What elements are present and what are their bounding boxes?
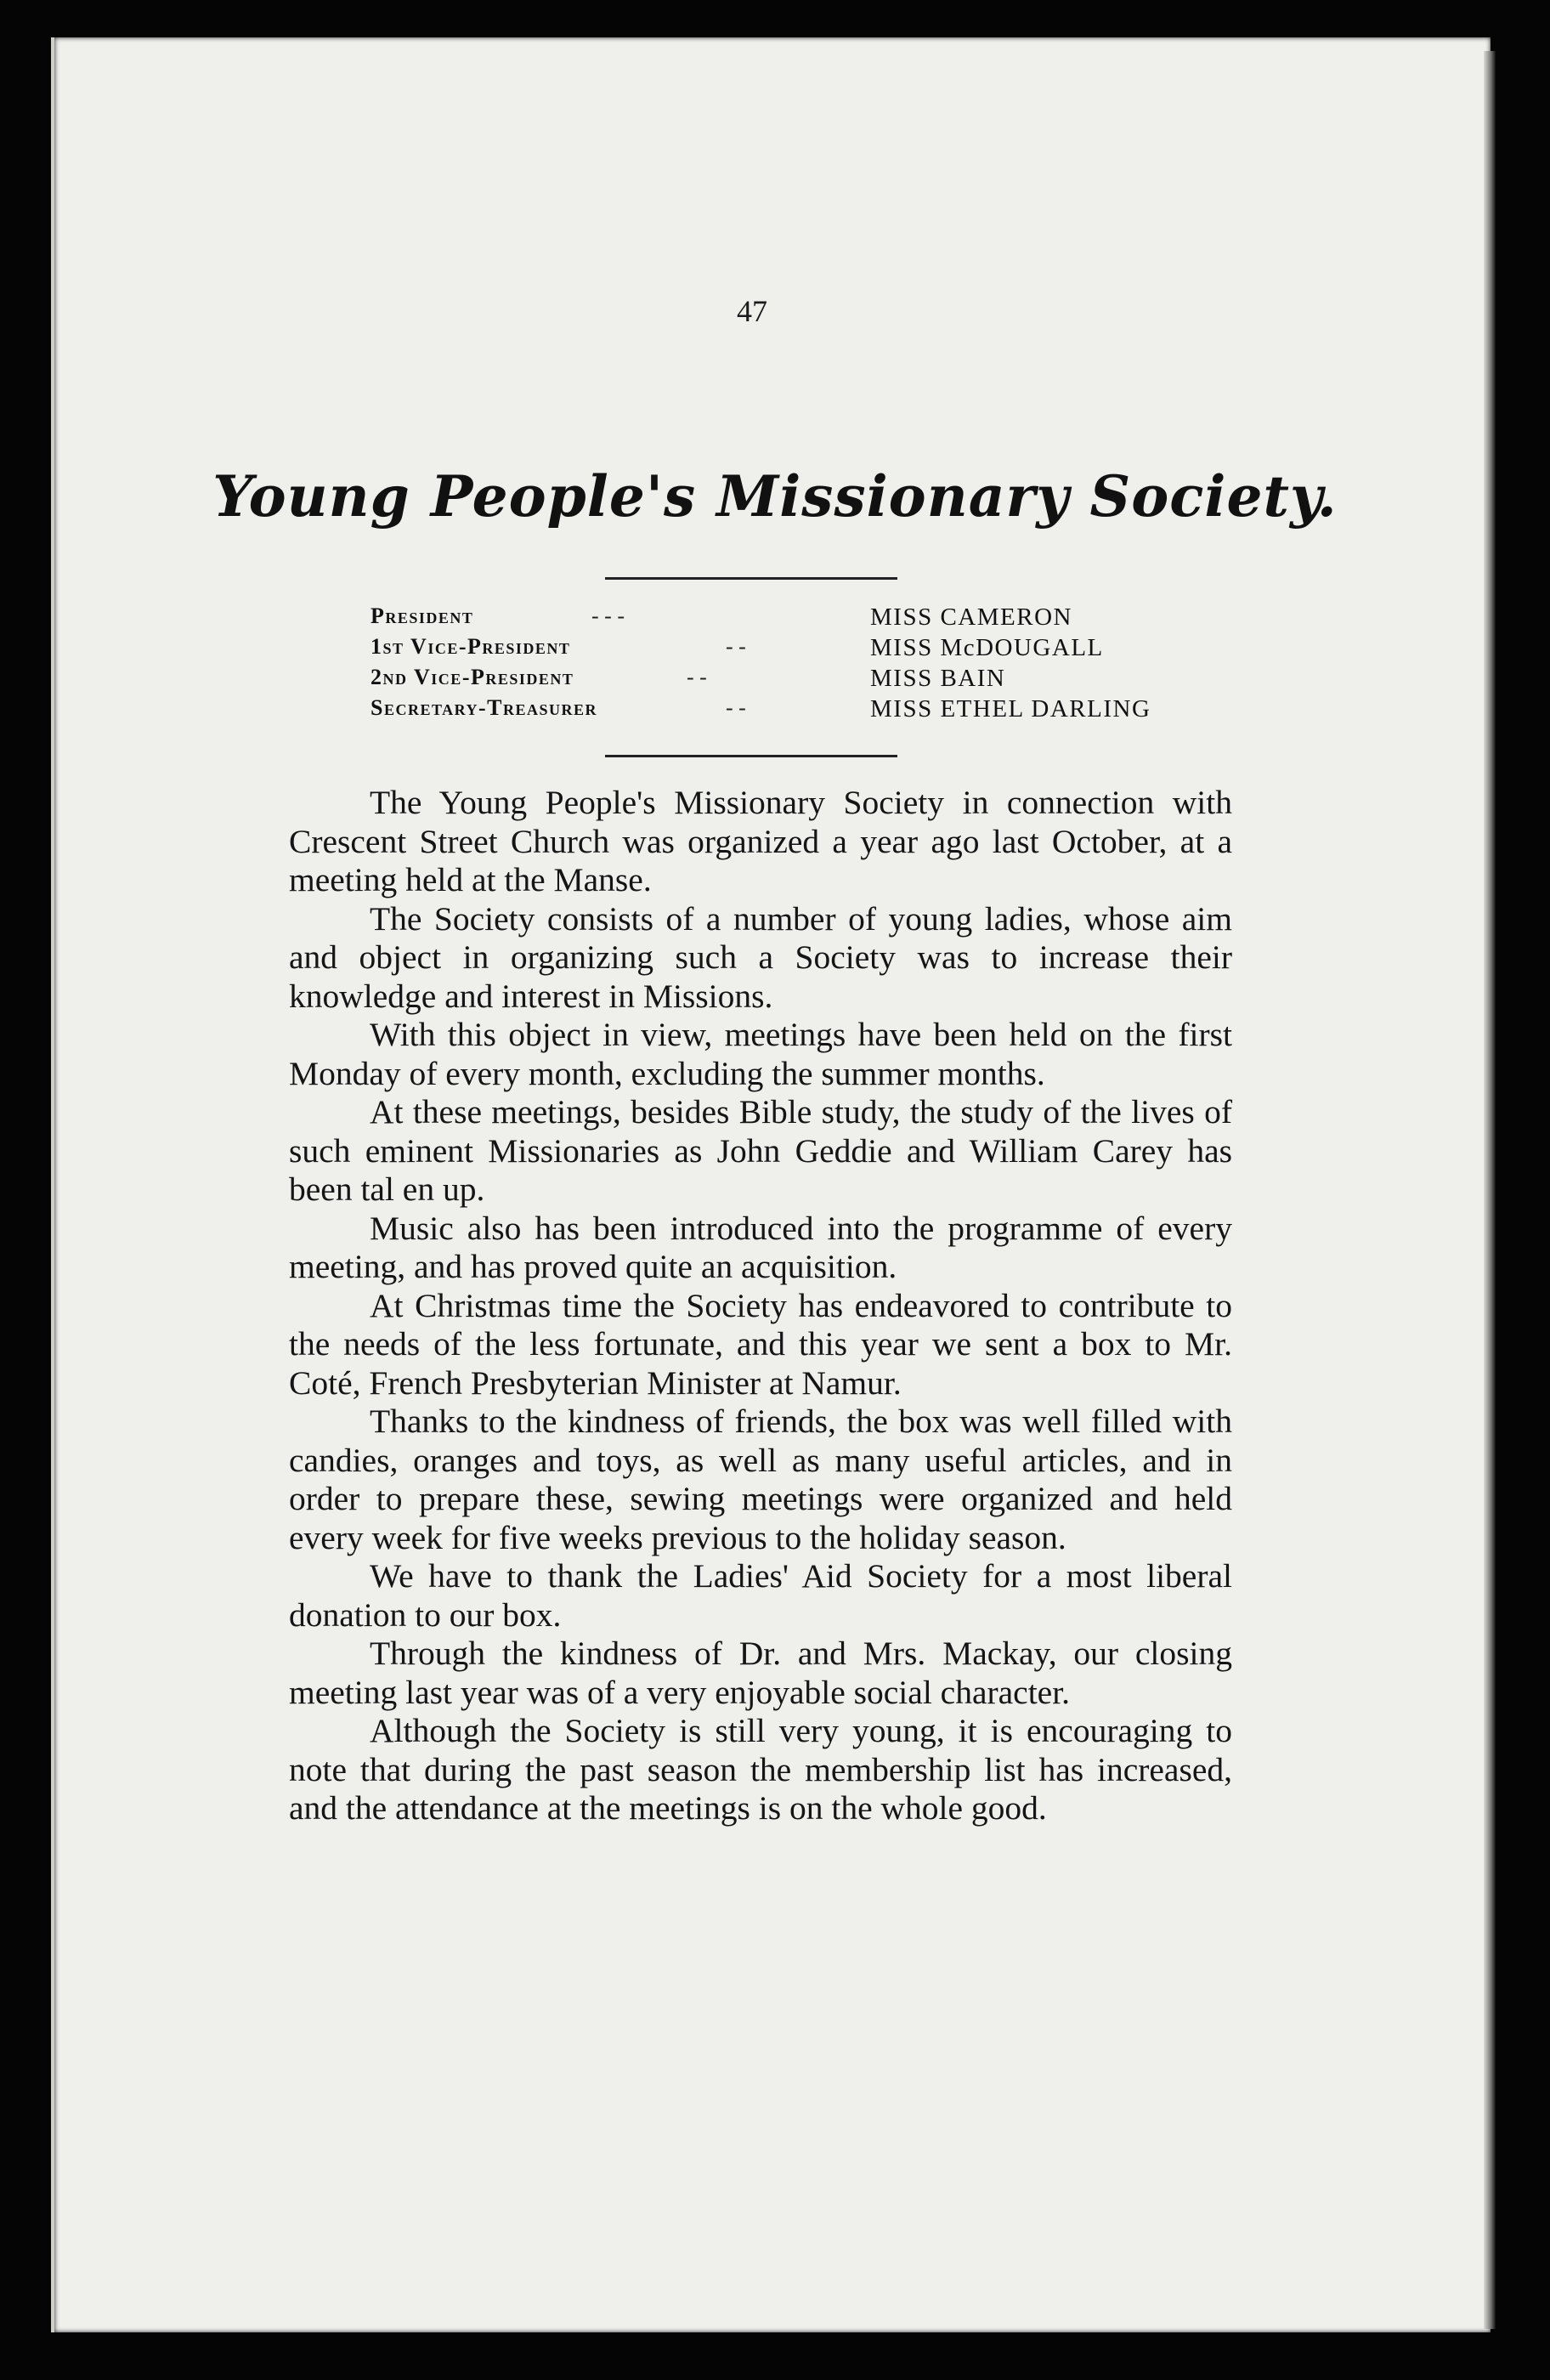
- officer-name: MISS CAMERON: [870, 604, 1072, 631]
- officer-row-first-vice-president: [371, 634, 1220, 665]
- officer-name: MISS McDOUGALL: [870, 634, 1104, 661]
- officer-dashes: - -: [726, 634, 746, 659]
- officer-row-second-vice-president: [371, 665, 1220, 695]
- officer-title: Secretary-Treasurer: [371, 695, 598, 720]
- officer-row-secretary-treasurer: [371, 695, 1220, 726]
- paragraph: Thanks to the kindness of friends, the box was well filled with candies, oranges and toys, as well as many useful articles, and in order to prepare these, sewing meetings were organized and held every week for five weeks previous to the holiday season.: [289, 1402, 1232, 1556]
- paragraph: We have to thank the Ladies' Aid Society for a most liberal donation to our box.: [289, 1557, 1232, 1634]
- officers-list: [371, 604, 1220, 726]
- paragraph: With this object in view, meetings have been held on the first Monday of every month, excluding the summer months.: [289, 1016, 1232, 1092]
- paragraph: The Society consists of a number of young ladies, whose aim and object in organizing such a Society was to increase their knowledge and interest in Missions.: [289, 899, 1232, 1015]
- divider-rule-bottom: [605, 755, 897, 757]
- paragraph: Through the kindness of Dr. and Mrs. Mackay, our closing meeting last year was of a very enjoyable social character.: [289, 1635, 1232, 1711]
- page-edge-shadow: [1484, 51, 1496, 2329]
- officer-dashes: - -: [726, 695, 746, 720]
- divider-rule-top: [605, 577, 897, 580]
- officer-title: 2nd Vice-President: [371, 665, 574, 689]
- paragraph: The Young People's Missionary Society in connection with Crescent Street Church was organized a year ago last October, at a meeting held at the Manse.: [289, 784, 1232, 898]
- paragraph: At these meetings, besides Bible study, the study of the lives of such eminent Missionaries as John Geddie and William Carey has been tal en up.: [289, 1093, 1232, 1208]
- officer-dashes: - - -: [591, 604, 625, 628]
- officer-row-president: [371, 604, 1220, 634]
- paragraph: At Christmas time the Society has endeavored to contribute to the needs of the less fortunate, and this year we sent a box to Mr. Coté, French Presbyterian Minister at Namur.: [289, 1286, 1232, 1402]
- officer-name: MISS ETHEL DARLING: [870, 695, 1151, 722]
- officer-title: 1st Vice-President: [371, 634, 571, 659]
- page-number: 47: [737, 294, 767, 328]
- officer-dashes: - -: [687, 665, 707, 689]
- article-body: [289, 784, 1232, 1828]
- paragraph: Music also has been introduced into the programme of every meeting, and has proved quite an acquisition.: [289, 1209, 1232, 1285]
- officer-name: MISS BAIN: [870, 665, 1006, 692]
- paragraph: Although the Society is still very young, it is encouraging to note that during the past season the membership list has increased, and the attendance at the meetings is on the whole good.: [289, 1712, 1232, 1827]
- page-title: Young People's Missionary Society.: [212, 463, 1338, 530]
- officer-title: President: [371, 604, 474, 628]
